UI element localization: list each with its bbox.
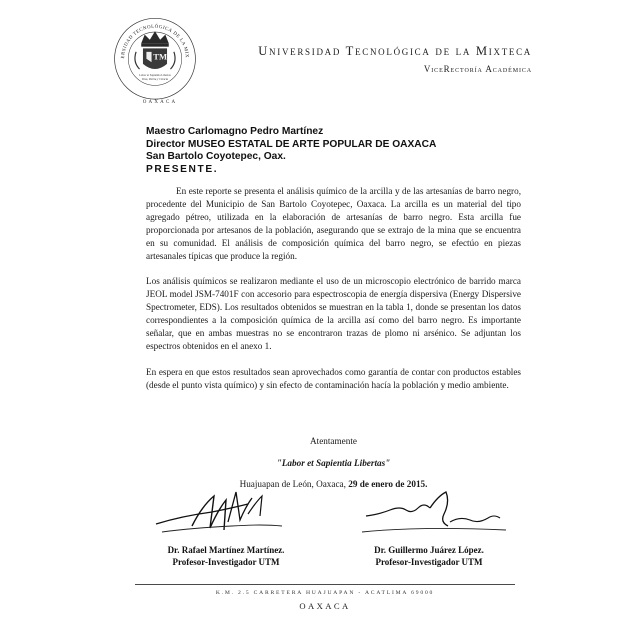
signatory-1 bbox=[150, 544, 302, 568]
footer-city: OAXACA bbox=[299, 601, 351, 611]
addressee-title: Director MUSEO ESTATAL DE ARTE POPULAR DE OAXACA bbox=[146, 138, 437, 150]
signature-juarez bbox=[360, 488, 510, 540]
closing-motto: "Labor et Sapientia Libertas" bbox=[276, 458, 391, 468]
signatory-2-name: Dr. Guillermo Juárez López. bbox=[374, 545, 484, 555]
addressee-block bbox=[146, 126, 436, 176]
body-paragraph-3: En espera en que estos resultados sean aprovechados como garantía de contar con productos estables (desde el punto vista químico) y sin efecto de contaminación hacía la población y medio ambiente. bbox=[146, 367, 521, 390]
closing-place: Huajuapan de León, Oaxaca, bbox=[239, 479, 346, 489]
seal-arc-text: ERSIDAD TECNOLÓGICA DE LA MIX bbox=[120, 24, 190, 59]
signatory-1-title: Profesor-Investigador UTM bbox=[172, 557, 280, 567]
seal-bottom-text: OAXACA bbox=[142, 100, 178, 105]
signatory-1-name: Dr. Rafael Martínez Martínez. bbox=[167, 545, 285, 555]
body-paragraph-2: Los análisis químicos se realizaron mediante el uso de un microscopio electrónico de barrido marca JEOL model JSM-7401F con accesorio para espectroscopia de energía dispersiva (Energy Dispersive Spectrometer, EDS). Los resultados obtenidos se muestran en la tabla 1, donde se presentan los datos correspondientes a la composición química de la arcilla así como del barro negro. Es importante señalar, que en ambas muestras no se encontraron trazas de plomo ni arsénico. Se adjuntan los espectros obtenidos en el anexo 1. bbox=[146, 276, 521, 351]
footer-divider bbox=[135, 584, 515, 585]
salutation: PRESENTE. bbox=[146, 163, 219, 175]
addressee-name: Maestro Carlomagno Pedro Martínez bbox=[146, 126, 324, 137]
closing-atentamente: Atentamente bbox=[310, 436, 357, 446]
svg-text:TM: TM bbox=[153, 51, 168, 62]
signatory-2 bbox=[355, 544, 503, 568]
university-seal-logo bbox=[112, 14, 198, 100]
addressee-location: San Bartolo Coyotepec, Oax. bbox=[146, 151, 286, 162]
signature-martinez bbox=[152, 486, 286, 546]
seal-motto: Dios, Patria y Ciencia bbox=[141, 77, 169, 82]
university-name: Universidad Tecnológica de la Mixteca bbox=[258, 44, 532, 58]
signatory-2-title: Profesor-Investigador UTM bbox=[375, 557, 483, 567]
seal-small-text: Labor et Sapientia Libertas bbox=[139, 72, 171, 77]
footer-address: K.M. 2.5 CARRETERA HUAJUAPAN - ACATLIMA 69000 bbox=[215, 590, 435, 596]
body-paragraph-1: En este reporte se presenta el análisis químico de la arcilla y de las artesanías de barro negro, procedente del Municipio de San Bartolo Coyotepec, Oaxaca. La arcilla es un material del tipo agregado pétreo, utilizada en la elaboración de artesanías de barro negro. Esta arcilla fue proporcionada por artesanos de la población, asegurando que se extrajo de la mina que se encuentra en su comunidad. El análisis de composición química del barro negro, se efectúo en piezas artesanales típicas que produce la región. bbox=[146, 186, 521, 261]
office-name: ViceRectoría Académica bbox=[423, 64, 532, 74]
closing-date: 29 de enero de 2015. bbox=[348, 479, 428, 489]
